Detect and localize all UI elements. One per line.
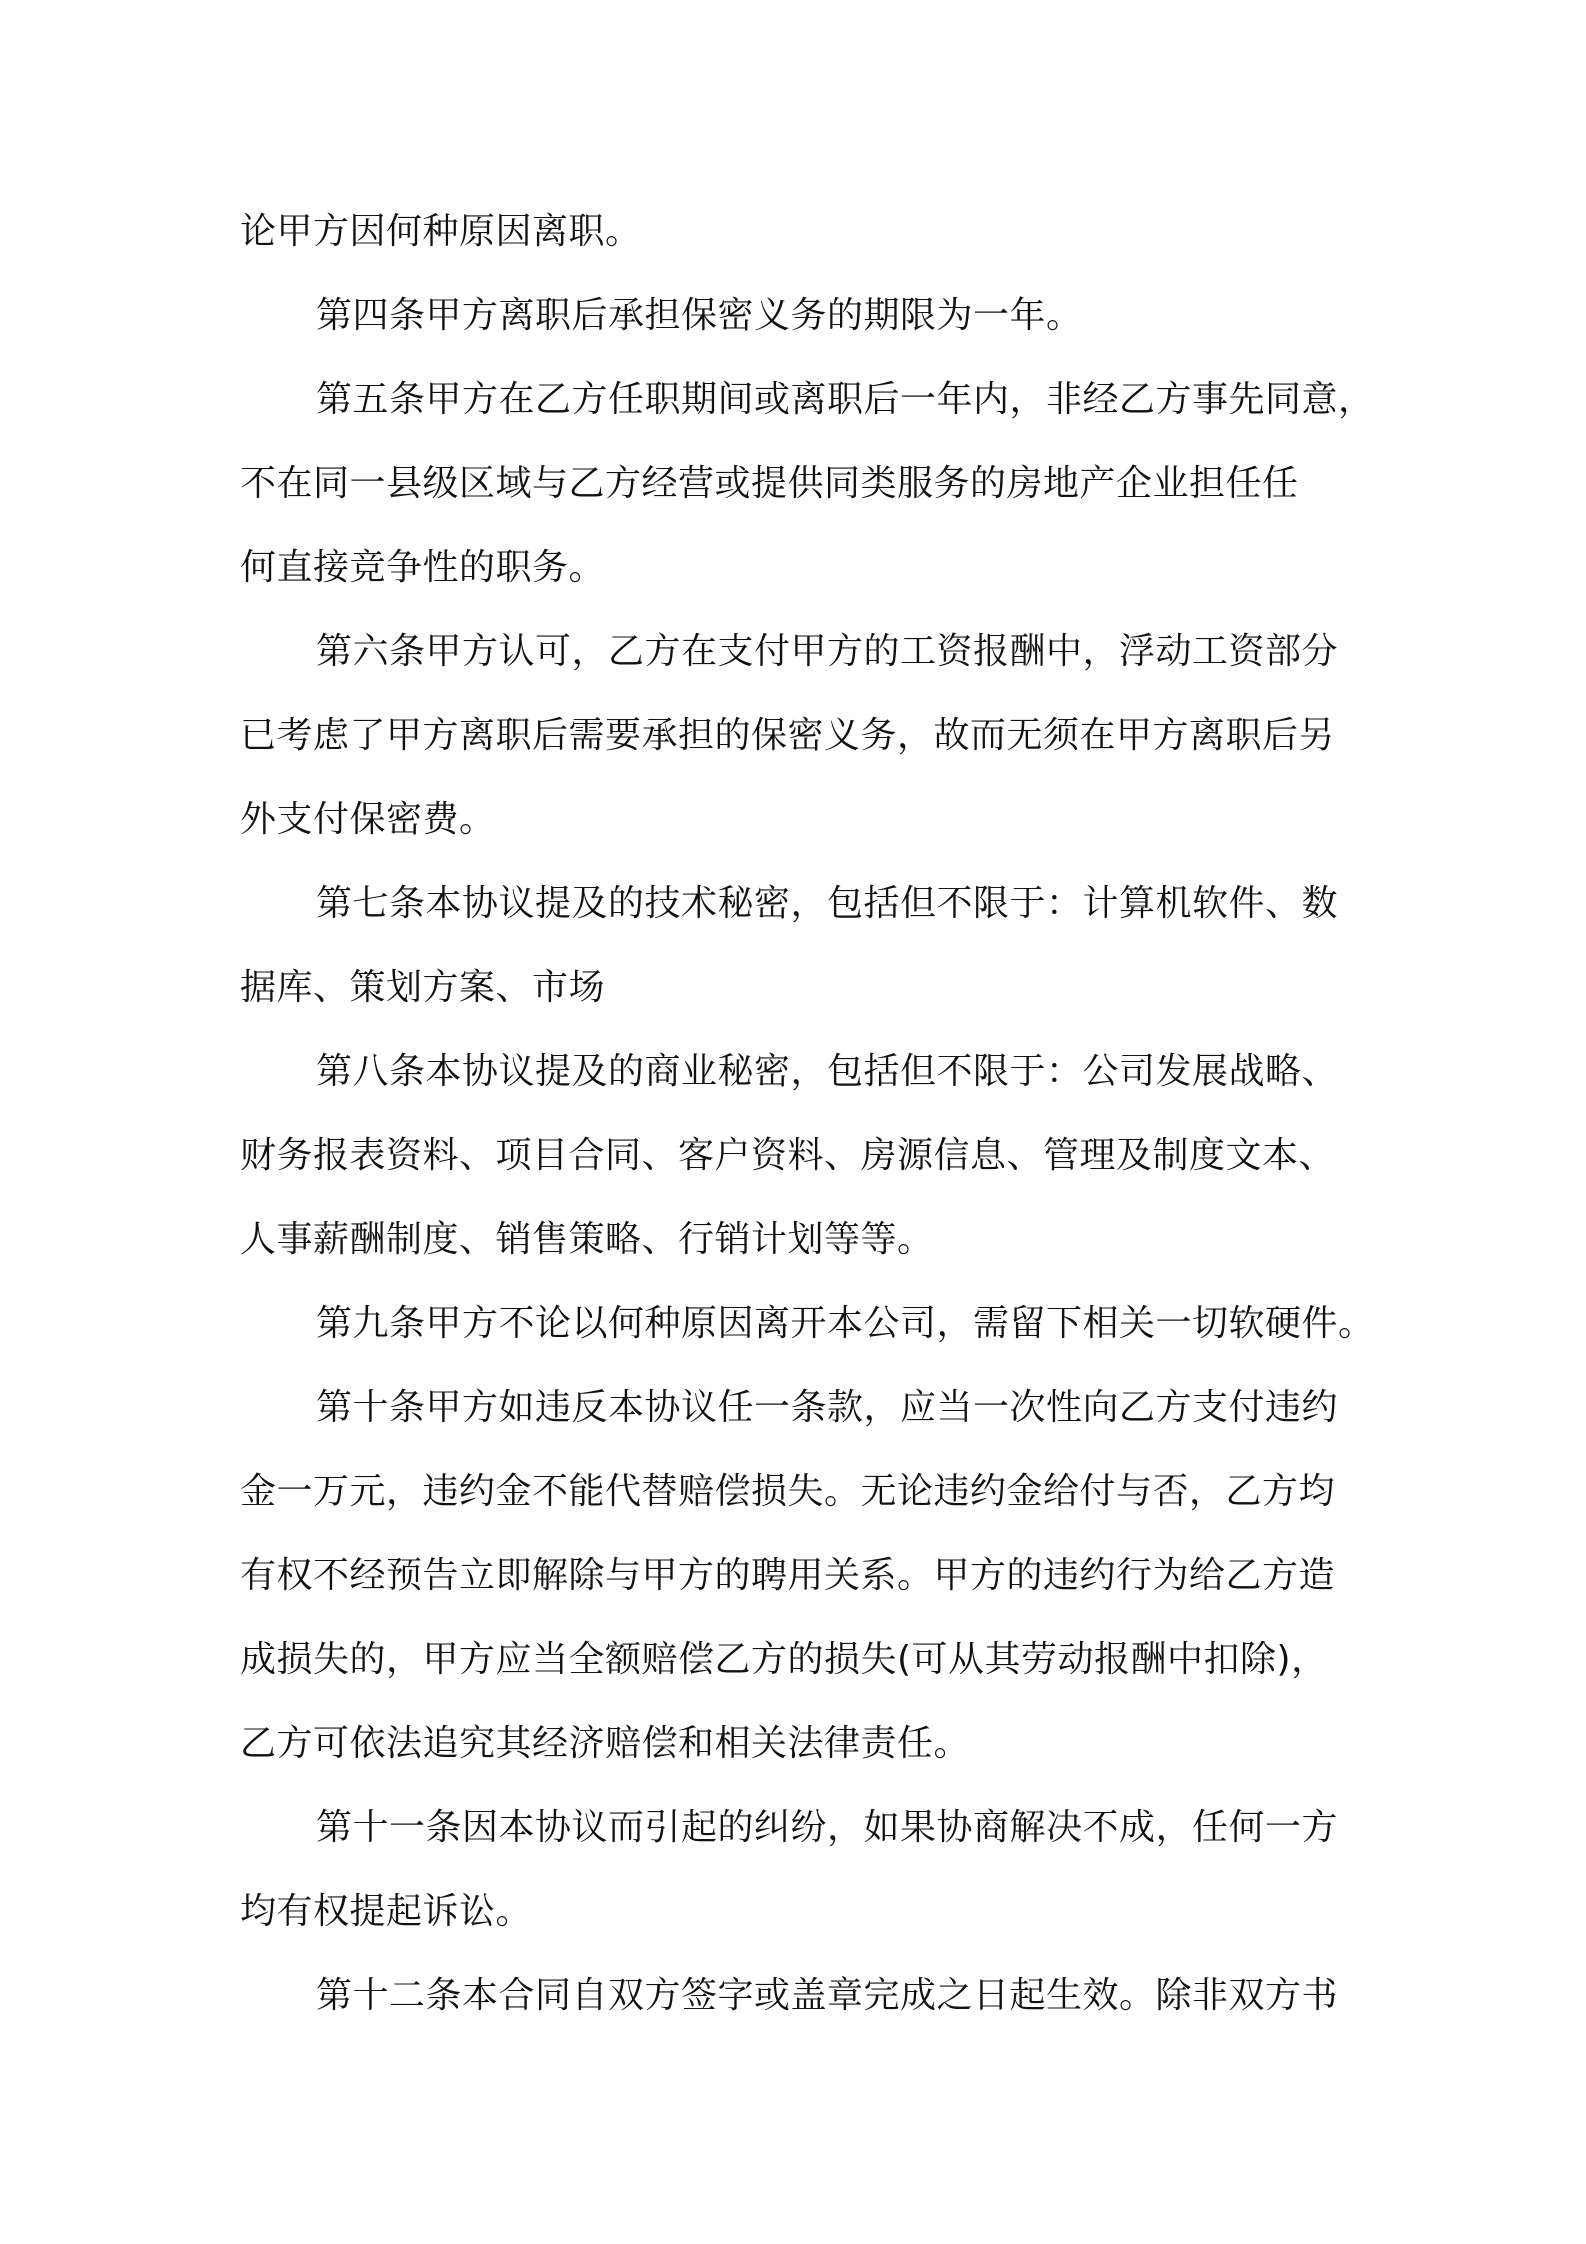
text-line: 据库、策划方案、市场	[240, 967, 606, 1008]
text-line: 成损失的，甲方应当全额赔偿乙方的损失(可从其劳动报酬中扣除)，	[240, 1639, 1328, 1680]
text-line: 财务报表资料、项目合同、客户资料、房源信息、管理及制度文本、	[240, 1135, 1336, 1176]
clause-4: 第四条甲方离职后承担保密义务的期限为一年。	[316, 295, 1083, 336]
clause-11: 第十一条因本协议而引起的纠纷，如果协商解决不成，任何一方	[316, 1807, 1339, 1848]
text-line: 人事薪酬制度、销售策略、行销计划等等。	[240, 1219, 934, 1260]
clause-8: 第八条本协议提及的商业秘密，包括但不限于：公司发展战略、	[316, 1051, 1339, 1092]
text-line: 不在同一县级区域与乙方经营或提供同类服务的房地产企业担任任	[240, 463, 1299, 504]
text-line: 论甲方因何种原因离职。	[240, 211, 642, 252]
text-line: 有权不经预告立即解除与甲方的聘用关系。甲方的违约行为给乙方造	[240, 1555, 1336, 1596]
text-line: 均有权提起诉讼。	[240, 1891, 533, 1932]
text-line: 已考虑了甲方离职后需要承担的保密义务，故而无须在甲方离职后另	[240, 715, 1336, 756]
clause-7: 第七条本协议提及的技术秘密，包括但不限于：计算机软件、数	[316, 883, 1339, 924]
clause-12: 第十二条本合同自双方签字或盖章完成之日起生效。除非双方书	[316, 1975, 1339, 2016]
clause-10: 第十条甲方如违反本协议任一条款，应当一次性向乙方支付违约	[316, 1387, 1339, 1428]
text-line: 何直接竞争性的职务。	[240, 547, 606, 588]
text-line: 金一万元，违约金不能代替赔偿损失。无论违约金给付与否，乙方均	[240, 1471, 1336, 1512]
text-line: 乙方可依法追究其经济赔偿和相关法律责任。	[240, 1723, 971, 1764]
clause-6: 第六条甲方认可，乙方在支付甲方的工资报酬中，浮动工资部分	[316, 631, 1339, 672]
text-line: 外支付保密费。	[240, 799, 496, 840]
clause-5: 第五条甲方在乙方任职期间或离职后一年内，非经乙方事先同意，	[316, 379, 1375, 420]
document-body	[240, 190, 1375, 2038]
clause-9: 第九条甲方不论以何种原因离开本公司，需留下相关一切软硬件。	[316, 1303, 1375, 1344]
